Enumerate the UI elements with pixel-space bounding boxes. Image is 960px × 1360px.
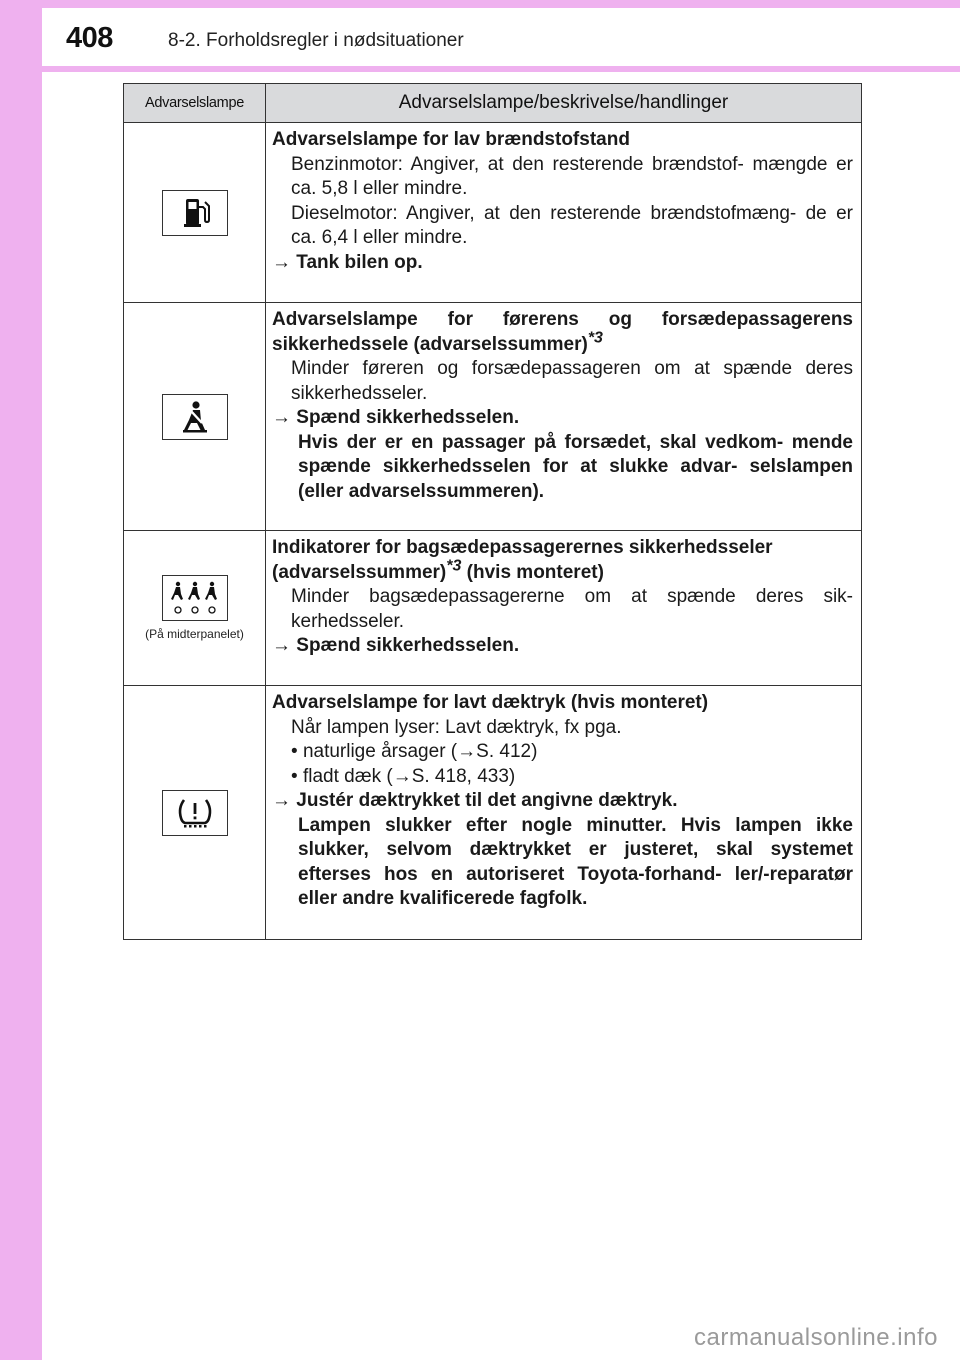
table-row xyxy=(124,123,862,303)
rear-seatbelt-indicators-icon xyxy=(162,575,228,621)
arrow-icon: → xyxy=(272,407,291,428)
table-header-row xyxy=(124,84,862,123)
table-row xyxy=(124,531,862,686)
arrow-icon: → xyxy=(272,251,291,273)
action-line xyxy=(272,634,853,659)
page-reference: S. 412) xyxy=(476,741,538,762)
description-cell xyxy=(266,686,862,940)
description-cell xyxy=(266,303,862,531)
lamp-title-text: Indikatorer for bagsædepassagerernes sikkerhedsseler (advarselssummer) xyxy=(272,537,773,583)
footnote-marker: *3 xyxy=(446,557,462,575)
lamp-title: Advarselslampe for lav brændstofstand xyxy=(272,129,630,150)
action-text: Spænd sikkerhedsselen. xyxy=(296,407,520,428)
page-number: 408 xyxy=(66,22,113,54)
action-text: Tank bilen op. xyxy=(296,251,423,273)
lamp-title-suffix: (hvis monteret) xyxy=(466,561,604,583)
top-accent-band xyxy=(0,0,960,8)
icon-cell xyxy=(124,303,266,531)
description-text: Dieselmotor: Angiver, at den resterende brændstofmæng- de er ca. 6,4 l eller mindre. xyxy=(291,202,853,248)
arrow-icon: → xyxy=(272,635,291,656)
column-header-lamp: Advarselslampe xyxy=(124,84,266,123)
action-line xyxy=(272,406,853,431)
page-reference: S. 418, 433) xyxy=(411,765,516,787)
watermark: carmanualsonline.info xyxy=(694,1324,938,1351)
action-line xyxy=(272,789,853,814)
footnote-marker: *3 xyxy=(587,329,603,347)
description-cell xyxy=(266,123,862,303)
left-accent-band xyxy=(0,0,42,1360)
description-text: Minder bagsædepassagererne om at spænde deres sik- kerhedsseler. xyxy=(291,586,853,632)
list-item xyxy=(272,740,853,765)
description-text: Minder føreren og forsædepassageren om at spænde deres sikkerhedsseler. xyxy=(291,358,853,404)
bullet: • xyxy=(291,765,298,787)
list-item xyxy=(272,765,853,790)
warning-lamp-table xyxy=(123,83,862,940)
bullet-text: fladt dæk ( xyxy=(302,765,393,787)
lamp-title-text: Advarselslampe for førerens og forsædepassagerens sikkerhedssele (advarselssummer) xyxy=(272,309,853,355)
column-header-description: Advarselslampe/beskrivelse/handlinger xyxy=(266,84,862,123)
tire-pressure-icon xyxy=(162,790,228,836)
arrow-icon: → xyxy=(457,741,477,762)
fuel-pump-icon xyxy=(162,190,228,236)
bullet-text: naturlige årsager ( xyxy=(302,741,458,762)
icon-cell xyxy=(124,531,266,686)
lamp-title: Advarselslampe for lavt dæktryk (hvis monteret) xyxy=(272,692,709,713)
description-text: Benzinmotor: Angiver, at den resterende brændstof- mængde er ca. 5,8 l eller mindre. xyxy=(291,153,853,199)
section-title: 8-2. Forholdsregler i nødsituationer xyxy=(168,30,464,51)
arrow-icon: → xyxy=(272,790,291,811)
seatbelt-icon xyxy=(162,394,228,440)
action-line xyxy=(272,251,853,276)
arrow-icon: → xyxy=(392,765,412,787)
action-text: Spænd sikkerhedsselen. xyxy=(296,635,520,656)
icon-cell xyxy=(124,686,266,940)
action-detail: Hvis der er en passager på forsædet, skal vedkom- mende spænde sikkerhedsselen for at slukke advar- selslampen (eller advarselssummeren). xyxy=(298,431,853,502)
lamp-title xyxy=(272,536,853,585)
action-text: Justér dæktrykket til det angivne dæktryk. xyxy=(296,790,678,811)
description-text: Når lampen lyser: Lavt dæktryk, fx pga. xyxy=(291,716,622,738)
header-rule xyxy=(42,66,960,72)
action-detail: Lampen slukker efter nogle minutter. Hvis lampen ikke slukker, selvom dæktrykket er justeret, skal systemet efterses hos en autoriseret Toyota-forhand- ler/-reparatør eller andre kvalificerede fagfolk. xyxy=(298,814,853,909)
table-row xyxy=(124,686,862,940)
icon-note: (På midterpanelet) xyxy=(145,627,244,641)
lamp-title xyxy=(272,308,853,357)
description-cell xyxy=(266,531,862,686)
icon-cell xyxy=(124,123,266,303)
bullet: • xyxy=(291,741,298,762)
table-row xyxy=(124,303,862,531)
